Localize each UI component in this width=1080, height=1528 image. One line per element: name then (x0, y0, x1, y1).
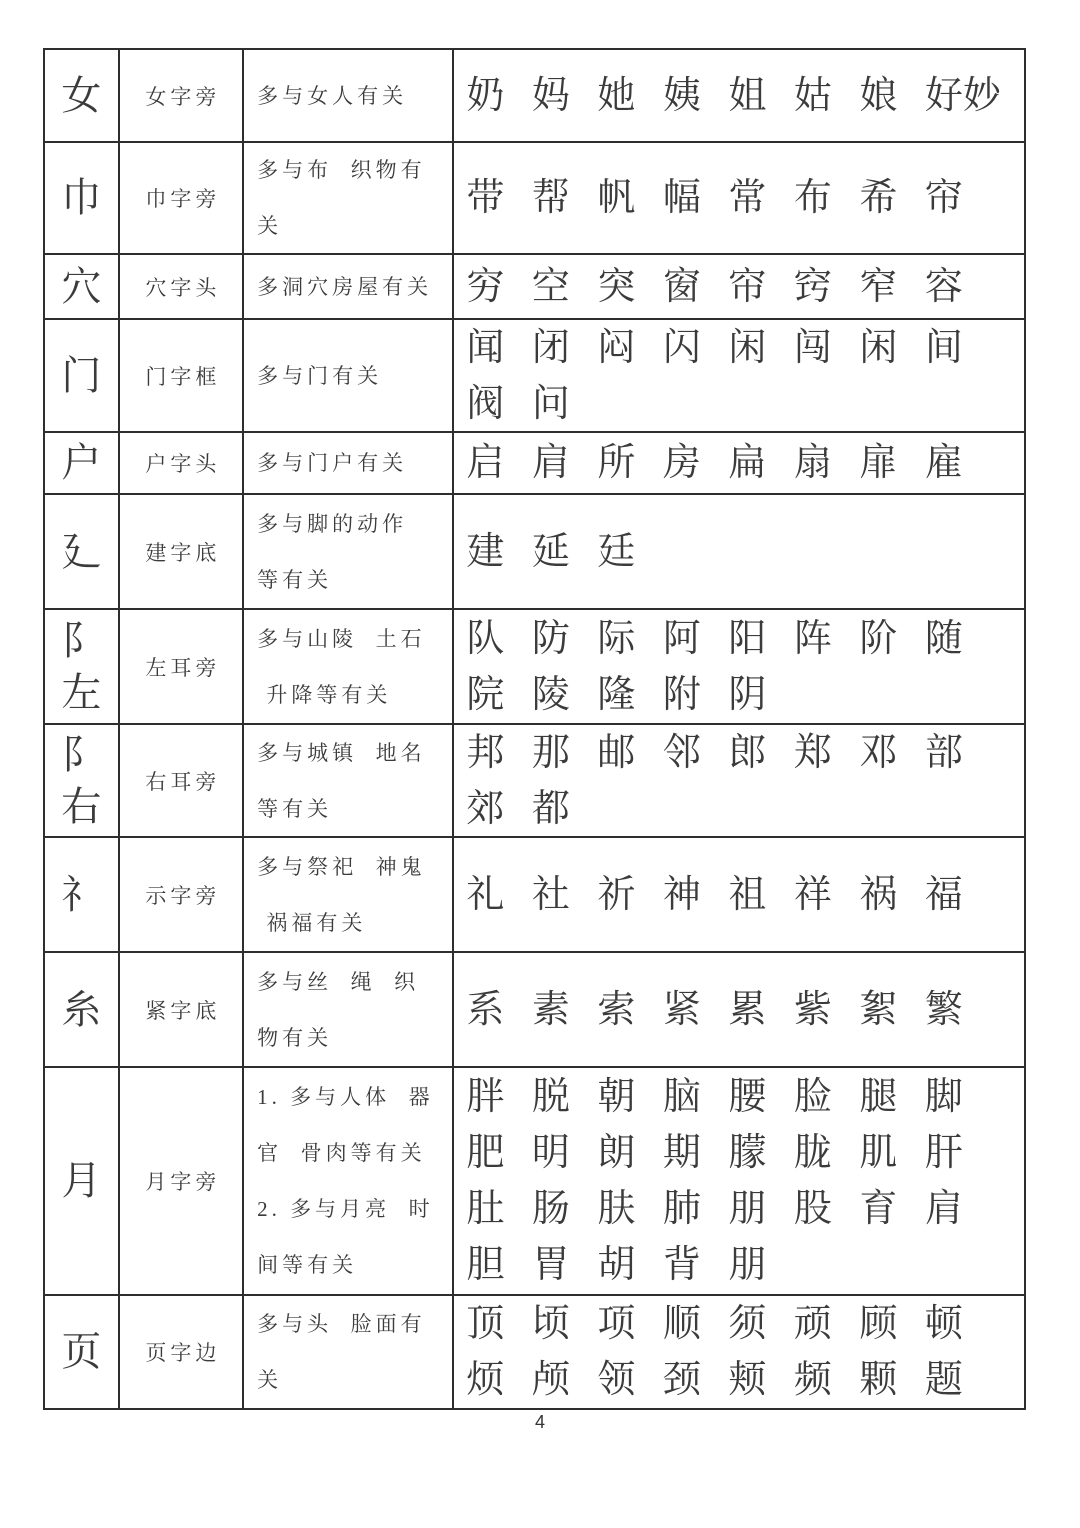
radical-char: 门 (61, 352, 102, 398)
radical-cell (45, 320, 120, 431)
meaning-line: 多与门户有关 (257, 451, 408, 475)
example-line: 闻 闭 闷 闪 闲 闯 闲 间 (466, 326, 963, 369)
example-line: 邦 那 邮 邻 郎 郑 邓 部 (466, 731, 963, 774)
radical-cell (45, 725, 120, 836)
example-line: 建 延 廷 (466, 530, 636, 573)
example-line: 阀 问 (466, 382, 570, 425)
table-row (45, 610, 1024, 725)
meaning-cell (244, 320, 454, 431)
radical-name: 建字底 (145, 540, 221, 565)
radical-char: 户 (61, 440, 102, 485)
examples-cell (454, 50, 1024, 141)
radical-char: 女 (61, 72, 102, 118)
meaning-cell (244, 725, 454, 836)
table-row (45, 725, 1024, 838)
table-row (45, 1296, 1024, 1408)
radical-name: 示字旁 (145, 883, 221, 908)
examples-cell (454, 433, 1024, 493)
meaning-cell (244, 50, 454, 141)
radical-name: 右耳旁 (145, 769, 221, 794)
radical-cell (45, 495, 120, 608)
meaning-cell (244, 495, 454, 608)
example-line: 肚 肠 肤 肺 朋 股 育 肩 (466, 1188, 963, 1230)
example-line: 胆 胃 胡 背 朋 (466, 1244, 767, 1286)
example-line: 胖 脱 朝 脑 腰 脸 腿 脚 (466, 1076, 963, 1118)
radical-cell (45, 255, 120, 318)
meaning-line: 升降等有关 (257, 682, 392, 707)
radical-char: 礻 (61, 871, 102, 917)
meaning-line: 多与祭祀 神鬼 (257, 854, 426, 879)
table-row (45, 50, 1024, 143)
meaning-line: 多与城镇 地名 (257, 740, 426, 765)
radical-char: 月 (61, 1158, 102, 1203)
radical-cell (45, 610, 120, 723)
radical-char: 穴 (61, 263, 102, 309)
radical-char: 页 (61, 1329, 102, 1374)
example-line: 穷 空 突 窗 帘 窍 窄 容 (466, 265, 963, 308)
meaning-cell (244, 953, 454, 1066)
table-row (45, 320, 1024, 433)
meaning-line: 多与山陵 土石 (257, 626, 426, 651)
radical-char: 左 (61, 669, 102, 715)
radical-name-cell (120, 1296, 244, 1408)
examples-cell (454, 1068, 1024, 1294)
radical-cell (45, 50, 120, 141)
meaning-line: 关 (257, 1368, 283, 1392)
example-line: 系 素 索 紧 累 紫 絮 繁 (466, 988, 963, 1031)
meaning-line: 多与丝 绳 织 (257, 969, 420, 994)
radical-name: 女字旁 (145, 84, 221, 109)
radical-table (43, 48, 1026, 1410)
examples-cell (454, 1296, 1024, 1408)
radical-name-cell (120, 255, 244, 318)
example-line: 启 肩 所 房 扁 扇 扉 雇 (466, 442, 963, 484)
meaning-cell (244, 1296, 454, 1408)
radical-name-cell (120, 725, 244, 836)
meaning-line: 间等有关 (257, 1253, 358, 1277)
table-row (45, 953, 1024, 1068)
radical-name-cell (120, 1068, 244, 1294)
radical-cell (45, 838, 120, 951)
example-line: 奶 妈 她 姨 姐 姑 娘 好妙 (466, 74, 1001, 117)
meaning-cell (244, 255, 454, 318)
radical-cell (45, 1296, 120, 1408)
meaning-line: 祸福有关 (257, 910, 367, 935)
example-line: 队 防 际 阿 阳 阵 阶 随 (466, 617, 963, 660)
meaning-line: 等有关 (257, 567, 333, 592)
table-row (45, 1068, 1024, 1296)
example-line: 肥 明 朗 期 朦 胧 肌 肝 (466, 1132, 963, 1174)
radical-char: 廴 (61, 528, 102, 574)
radical-cell (45, 953, 120, 1066)
meaning-line: 多与头 脸面有 (257, 1312, 426, 1336)
radical-char: 右 (61, 783, 102, 829)
radical-name-cell (120, 953, 244, 1066)
radical-name: 月字旁 (145, 1170, 221, 1194)
radical-name-cell (120, 433, 244, 493)
radical-name-cell (120, 50, 244, 141)
meaning-cell (244, 610, 454, 723)
meaning-cell (244, 838, 454, 951)
radical-name: 穴字头 (145, 275, 221, 300)
example-line: 郊 都 (466, 787, 570, 830)
examples-cell (454, 953, 1024, 1066)
example-line: 顶 顷 项 顺 须 顽 顾 顿 (466, 1303, 963, 1345)
example-line: 带 帮 帆 幅 常 布 希 帘 (466, 177, 963, 219)
radical-cell (45, 1068, 120, 1294)
radical-name: 门字框 (145, 364, 221, 389)
example-line: 礼 社 祈 神 祖 祥 祸 福 (466, 873, 963, 916)
radical-name-cell (120, 143, 244, 253)
meaning-line: 关 (257, 214, 283, 238)
meaning-cell (244, 143, 454, 253)
radical-name: 页字边 (145, 1341, 221, 1365)
meaning-line: 多与门有关 (257, 363, 383, 388)
meaning-line: 1. 多与人体 器 (257, 1085, 434, 1109)
examples-cell (454, 838, 1024, 951)
examples-cell (454, 725, 1024, 836)
meaning-line: 物有关 (257, 1025, 333, 1050)
radical-name: 巾字旁 (145, 187, 221, 211)
meaning-line: 官 骨肉等有关 (257, 1141, 426, 1165)
radical-name-cell (120, 495, 244, 608)
radical-name-cell (120, 320, 244, 431)
example-line: 院 陵 隆 附 阴 (466, 673, 767, 716)
radical-char: 巾 (61, 175, 102, 220)
radical-char: 阝 (61, 731, 102, 777)
meaning-line: 多与脚的动作 (257, 511, 408, 536)
meaning-line: 多与布 织物有 (257, 158, 426, 182)
meaning-line: 等有关 (257, 796, 333, 821)
radical-char: 糸 (61, 986, 102, 1032)
radical-name: 户字头 (145, 452, 221, 476)
page-number: 4 (534, 1412, 545, 1432)
example-line: 烦 颅 领 颈 颊 频 颗 题 (466, 1359, 963, 1401)
examples-cell (454, 143, 1024, 253)
radical-name: 左耳旁 (145, 655, 221, 680)
examples-cell (454, 495, 1024, 608)
examples-cell (454, 320, 1024, 431)
table-row (45, 255, 1024, 320)
radical-cell (45, 433, 120, 493)
examples-cell (454, 255, 1024, 318)
radical-name-cell (120, 838, 244, 951)
table-row (45, 838, 1024, 953)
meaning-cell (244, 1068, 454, 1294)
radical-name: 紧字底 (145, 998, 221, 1023)
table-row (45, 495, 1024, 610)
meaning-line: 多洞穴房屋有关 (257, 274, 433, 299)
meaning-line: 2. 多与月亮 时 (257, 1197, 434, 1221)
table-row (45, 143, 1024, 255)
radical-char: 阝 (61, 617, 102, 663)
table-row (45, 433, 1024, 495)
examples-cell (454, 610, 1024, 723)
radical-cell (45, 143, 120, 253)
radical-name-cell (120, 610, 244, 723)
meaning-cell (244, 433, 454, 493)
meaning-line: 多与女人有关 (257, 83, 408, 108)
